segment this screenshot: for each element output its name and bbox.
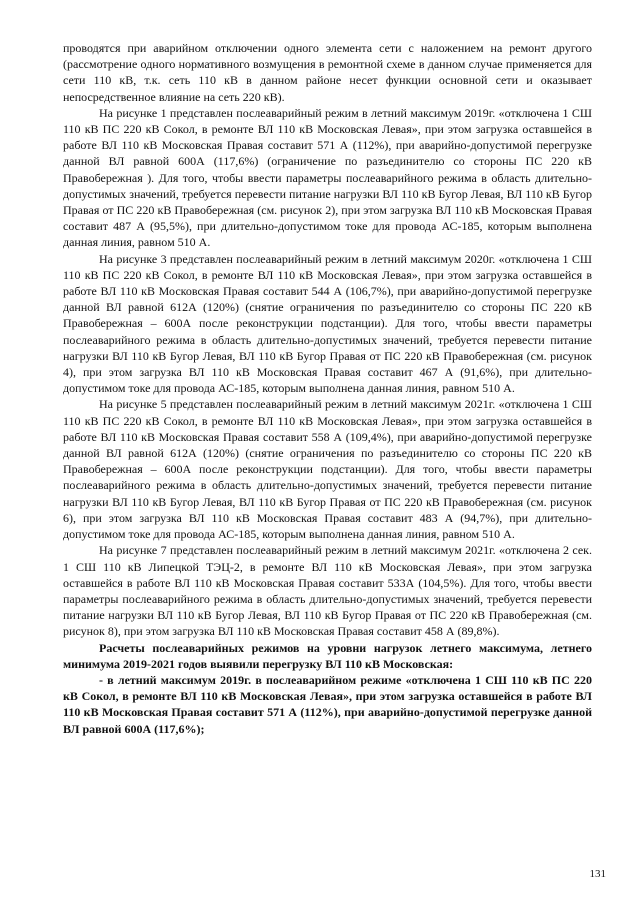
paragraph-3: На рисунке 3 представлен послеаварийный режим в летний максимум 2020г. «отключена 1 СШ 110 кВ ПС 220 кВ Сокол, в ремонте ВЛ 110 кВ Московская Левая», при этом загрузка оставшейся в работе ВЛ 110 кВ Московская Правая составит 544 А (106,7%), при аварийно-допустимой перегрузке данной ВЛ равной 612А (120%) (снятие ограничения по разъединителю со стороны ПС 220 кВ Правобережная – 600А после реконструкции подстанции). Для того, чтобы ввести параметры послеаварийного режима в область длительно-допустимых значений, требуется перевести питание нагрузки ВЛ 110 кВ Бугор Левая, ВЛ 110 кВ Бугор Правая от ПС 220 кВ Правобережная (см. рисунок 4), при этом загрузка ВЛ 110 кВ Московская Правая составит 467 А (91,6%), при длительно-допустимом токе для провода АС-185, которым выполнена данная линия, равном 510 А. bbox=[63, 251, 592, 396]
paragraph-6-bold-summary: Расчеты послеаварийных режимов на уровни нагрузок летнего максимума, летнего минимума 2019-2021 годов выявили перегрузку ВЛ 110 кВ Московская: bbox=[63, 640, 592, 671]
paragraph-5: На рисунке 7 представлен послеаварийный режим в летний максимум 2021г. «отключена 2 сек. 1 СШ 110 кВ Липецкой ТЭЦ-2, в ремонте ВЛ 110 кВ Московская Левая», при этом загрузка оставшейся в работе ВЛ 110 кВ Московская Правая составит 533А (104,5%). Для того, чтобы ввести параметры послеаварийного режима в область длительно-допустимых значений, требуется перевести питание нагрузки ВЛ 110 кВ Бугор Левая, ВЛ 110 кВ Бугор Правая от ПС 220 кВ Правобережная (см. рисунок 8), при этом загрузка ВЛ 110 кВ Московская Правая составит 458 А (89,8%). bbox=[63, 543, 592, 639]
paragraph-1: проводятся при аварийном отключении одного элемента сети с наложением на ремонт другого (рассмотрение одного нормативного возмущения в ремонтной схеме в данном случае применяется для сети 110 кВ, т.к. сеть 110 кВ в данном районе несет функции основной сети и оказывает непосредственное влияние на сеть 220 кВ). bbox=[63, 41, 592, 104]
paragraph-2: На рисунке 1 представлен послеаварийный режим в летний максимум 2019г. «отключена 1 СШ 110 кВ ПС 220 кВ Сокол, в ремонте ВЛ 110 кВ Московская Левая», при этом загрузка оставшейся в работе ВЛ 110 кВ Московская Правая составит 571 А (112%), при аварийно-допустимой перегрузке данной ВЛ равной 600А (117,6%) (ограничение по разъединителю со стороны ПС 220 кВ Правобережная ). Для того, чтобы ввести параметры послеаварийного режима в область длительно-допустимых значений, требуется перевести питание нагрузки ВЛ 110 кВ Бугор Левая, ВЛ 110 кВ Бугор Правая от ПС 220 кВ Правобережная (см. рисунок 2), при этом загрузка ВЛ 110 кВ Московская Правая составит 487 А (95,5%), при длительно-допустимом токе для провода АС-185, которым выполнена данная линия, равном 510 А. bbox=[63, 105, 592, 250]
paragraph-7-bold-item: - в летний максимум 2019г. в послеаварийном режиме «отключена 1 СШ 110 кВ ПС 220 кВ Сокол, в ремонте ВЛ 110 кВ Московская Левая», при этом загрузка оставшейся в работе ВЛ 110 кВ Московская Правая составит 571 А (112%), при аварийно-допустимой перегрузке данной ВЛ равной 600А (117,6%); bbox=[63, 672, 592, 736]
paragraph-4: На рисунке 5 представлен послеаварийный режим в летний максимум 2021г. «отключена 1 СШ 110 кВ ПС 220 кВ Сокол, в ремонте ВЛ 110 кВ Московская Левая», при этом загрузка оставшейся в работе ВЛ 110 кВ Московская Правая составит 558 А (109,4%), при аварийно-допустимой перегрузке данной ВЛ равной 612А (120%) (снятие ограничения по разъединителю со стороны ПС 220 кВ Правобережная – 600А после реконструкции подстанции). Для того, чтобы ввести параметры послеаварийного режима в область длительно-допустимых значений, требуется перевести питание нагрузки ВЛ 110 кВ Бугор Левая, ВЛ 110 кВ Бугор Правая от ПС 220 кВ Правобережная (см. рисунок 6), при этом загрузка ВЛ 110 кВ Московская Правая составит 483 А (94,7%), при длительно-допустимом токе для провода АС-185, которым выполнена данная линия, равном 510 А. bbox=[63, 397, 592, 542]
page-number: 131 bbox=[589, 868, 606, 880]
